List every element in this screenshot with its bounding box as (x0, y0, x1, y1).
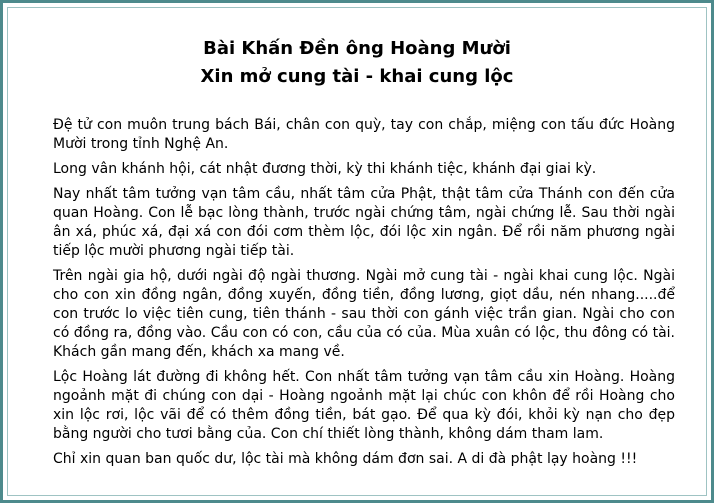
prayer-text (53, 116, 675, 475)
paragraph: Chỉ xin quan ban quốc dư, lộc tài mà không dám đơn sai. A di đà phật lạy hoàng !!! (53, 451, 638, 467)
paragraph: Long vân khánh hội, cát nhật đương thời, kỳ thi khánh tiệc, khánh đại giai kỳ. (53, 161, 597, 177)
title-line-2: Xin mở cung tài - khai cung lộc (200, 66, 514, 87)
paragraph: Nay nhất tâm tưởng vạn tâm cầu, nhất tâm cửa Phật, thật tâm cửa Thánh con đến cửa quan Hoàng. Con lễ bạc lòng thành, trước ngài chứng tâm, ngài chứng lễ. Sau thời ngài ân xá, phúc xá, đại xá con đói cơm thèm lộc, đói lộc xin ngân. Để rồi năm phương ngài tiếp lộc mười phương ngài tiếp tài. (53, 186, 675, 259)
title-line-1: Bài Khấn Đền ông Hoàng Mười (203, 38, 511, 59)
paragraph: Trên ngài gia hộ, dưới ngài độ ngài thương. Ngài mở cung tài - ngài khai cung lộc. Ngài cho con xin đồng ngân, đồng xuyến, đồng tiền, đồng lương, giọt dầu, nén nhang.....để con trước lo việc tiên cung, tiên thánh - sau thời con gánh việc trần gian. Ngài cho con có đồng ra, đồng vào. Cầu con có con, cầu của có của. Mùa xuân có lộc, thu đông có tài. Khách gần mang đến, khách xa mang về. (53, 268, 675, 360)
paragraph: Đệ tử con muôn trung bách Bái, chân con quỳ, tay con chắp, miệng con tấu đức Hoàng Mười trong tỉnh Nghệ An. (53, 117, 675, 152)
paragraph: Lộc Hoàng lát đường đi không hết. Con nhất tâm tưởng vạn tâm cầu xin Hoàng. Hoàng ngoảnh mặt đi chúng con dại - Hoàng ngoảnh mặt lại chúc con khôn để rồi Hoàng cho xin lộc rơi, lộc vãi để có thêm đồng tiền, bát gạo. Để qua kỳ đói, khỏi kỳ nạn cho đẹp bằng người cho tươi bằng của. Con chí thiết lòng thành, không dám tham lam. (53, 369, 675, 442)
page-title (3, 35, 711, 91)
